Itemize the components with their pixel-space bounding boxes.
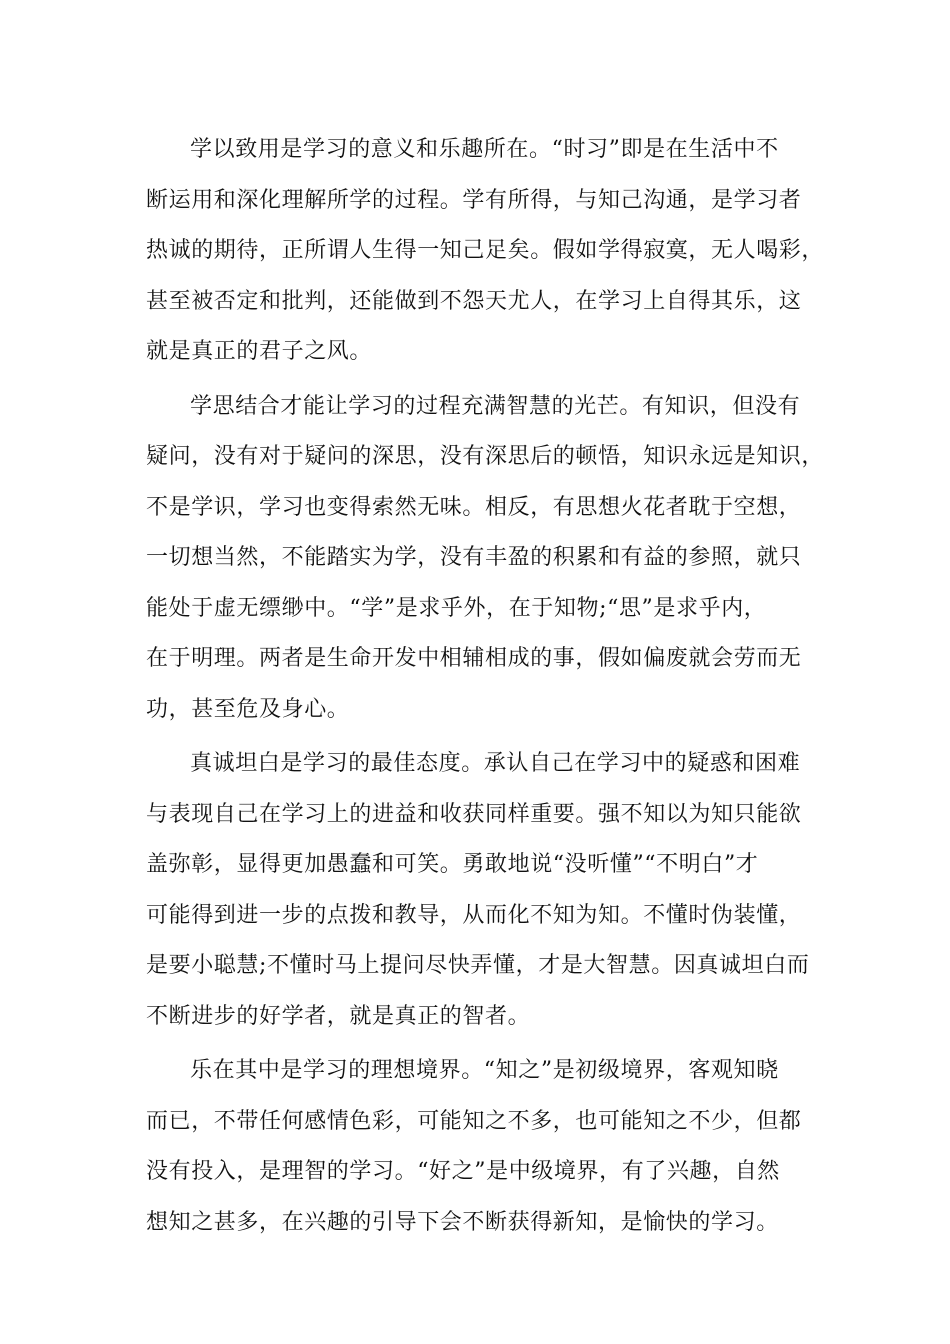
text-line: 功，甚至危及身心。 <box>146 696 350 722</box>
text-line: 没有投入，是理智的学习。“好之”是中级境界，有了兴趣，自然 <box>146 1159 780 1184</box>
text-line: 真诚坦白是学习的最佳态度。承认自己在学习中的疑惑和困难 <box>190 751 801 776</box>
document-body <box>146 125 826 1252</box>
paragraph-1 <box>146 125 826 378</box>
text-line: 甚至被否定和批判，还能做到不怨天尤人，在学习上自得其乐，这 <box>146 288 802 314</box>
text-line: 可能得到进一步的点拨和教导，从而化不知为知。不懂时伪装懂， <box>146 902 802 928</box>
paragraph-2 <box>146 382 826 736</box>
text-line: 盖弥彰，显得更加愚蠢和可笑。勇敢地说“没听懂”“不明白”才 <box>146 852 759 877</box>
text-line: 与表现自己在学习上的进益和收获同样重要。强不知以为知只能欲 <box>146 801 802 827</box>
paragraph-4 <box>146 1046 826 1248</box>
text-line: 学以致用是学习的意义和乐趣所在。“时习”即是在生活中不 <box>190 137 779 162</box>
text-line: 而已，不带任何感情色彩，可能知之不多，也可能知之不少，但都 <box>146 1108 802 1134</box>
text-line: 不断进步的好学者，就是真正的智者。 <box>146 1003 531 1029</box>
text-line: 热诚的期待，正所谓人生得一知己足矣。假如学得寂寞，无人喝彩， <box>146 238 825 263</box>
text-line: 乐在其中是学习的理想境界。“知之”是初级境界，客观知晓 <box>190 1058 779 1083</box>
text-line: 是要小聪慧;不懂时马上提问尽快弄懂，才是大智慧。因真诚坦白而 <box>146 953 810 978</box>
text-line: 疑问，没有对于疑问的深思，没有深思后的顿悟，知识永远是知识， <box>146 444 825 469</box>
text-line: 能处于虚无缥缈中。“学”是求乎外，在于知物;“思”是求乎内， <box>146 595 767 621</box>
text-line: 断运用和深化理解所学的过程。学有所得，与知己沟通，是学习者 <box>146 187 802 213</box>
text-line: 一切想当然，不能踏实为学，没有丰盈的积累和有益的参照，就只 <box>146 545 802 570</box>
paragraph-3 <box>146 739 826 1042</box>
text-line: 就是真正的君子之风。 <box>146 339 373 364</box>
text-line: 在于明理。两者是生命开发中相辅相成的事，假如偏废就会劳而无 <box>146 646 802 671</box>
text-line: 学思结合才能让学习的过程充满智慧的光芒。有知识，但没有 <box>190 393 801 419</box>
text-line: 不是学识，学习也变得索然无味。相反，有思想火花者耽于空想， <box>146 494 802 520</box>
text-line: 想知之甚多，在兴趣的引导下会不断获得新知，是愉快的学习。 <box>146 1209 779 1235</box>
